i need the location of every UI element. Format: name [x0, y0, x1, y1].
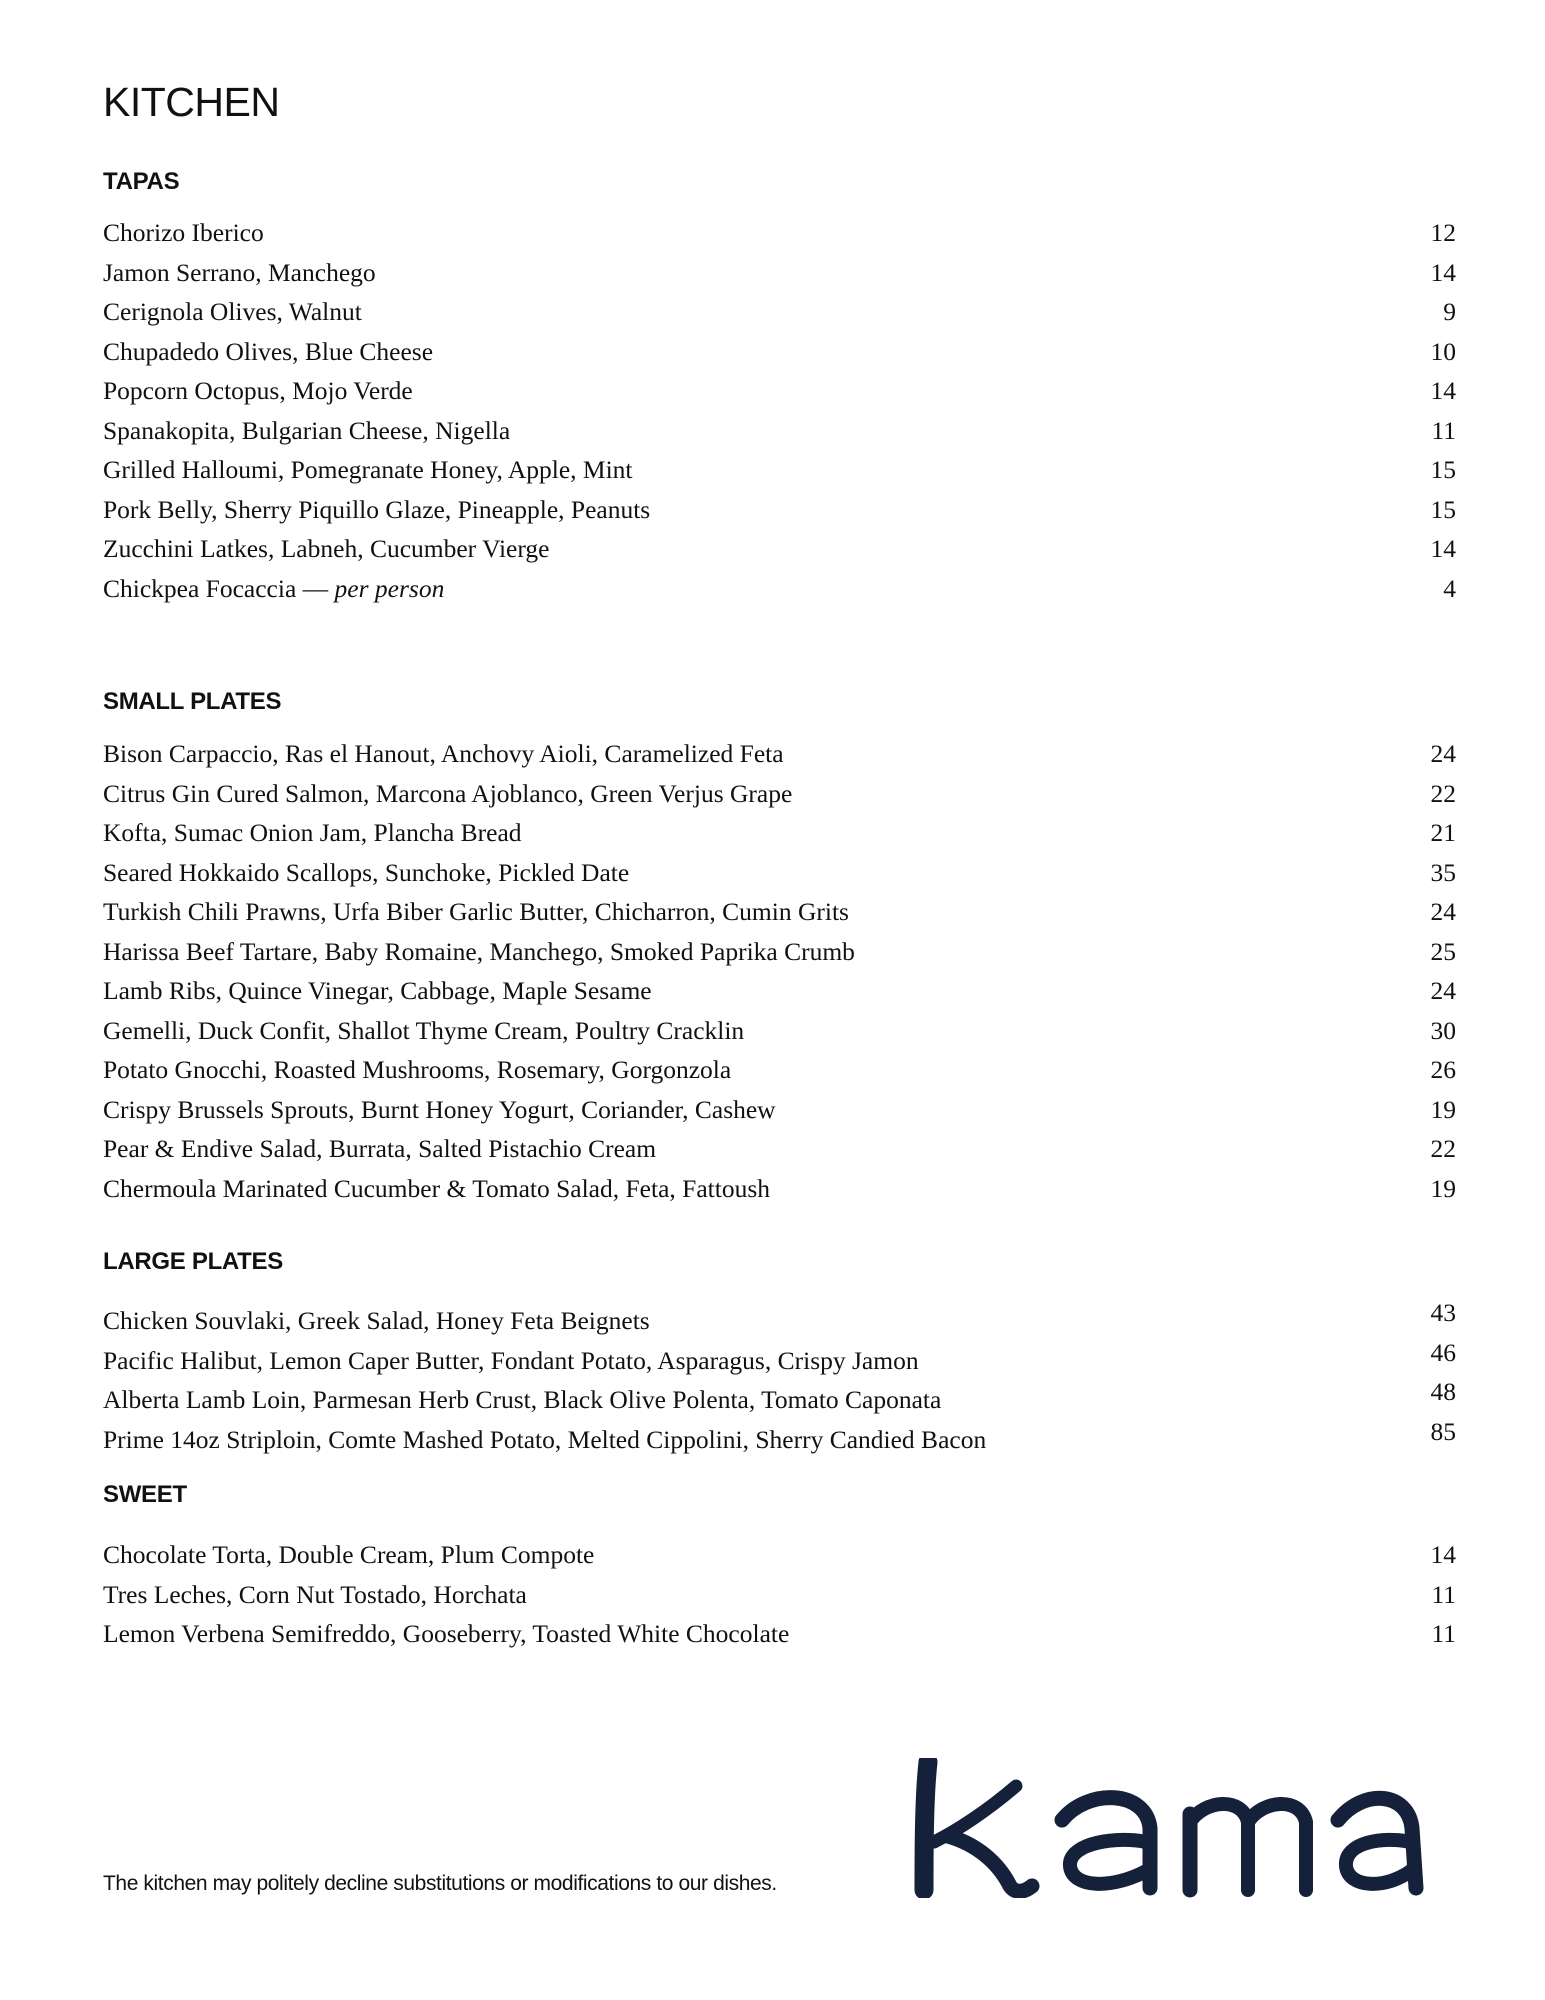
sweet-list [103, 1535, 1456, 1654]
item-name: Grilled Halloumi, Pomegranate Honey, Apple, Mint [103, 455, 633, 484]
item-price: 15 [1430, 455, 1456, 484]
item-name: Crispy Brussels Sprouts, Burnt Honey Yogurt, Coriander, Cashew [103, 1094, 776, 1124]
menu-item [103, 813, 1456, 853]
menu-item [103, 1011, 1456, 1051]
menu-item [103, 971, 1456, 1011]
small-plates-list [103, 734, 1456, 1208]
menu-item [103, 1337, 1456, 1381]
item-name: Lamb Ribs, Quince Vinegar, Cabbage, Maple Sesame [103, 976, 652, 1005]
item-price: 25 [1430, 936, 1456, 966]
item-price: 14 [1430, 257, 1456, 287]
menu-item [103, 332, 1456, 372]
item-name-text: Chickpea Focaccia — [103, 573, 335, 603]
item-name: Potato Gnocchi, Roasted Mushrooms, Rosemary, Gorgonzola [103, 1055, 732, 1084]
menu-item [103, 1090, 1456, 1130]
item-price: 11 [1431, 1579, 1456, 1609]
item-name: Pacific Halibut, Lemon Caper Butter, Fondant Potato, Asparagus, Crispy Jamon [103, 1345, 919, 1375]
item-name: Turkish Chili Prawns, Urfa Biber Garlic Butter, Chicharron, Cumin Grits [103, 897, 849, 926]
item-price: 14 [1430, 534, 1456, 563]
menu-item [103, 569, 1456, 609]
item-name: Harissa Beef Tartare, Baby Romaine, Manchego, Smoked Paprika Crumb [103, 936, 855, 966]
item-name: Pork Belly, Sherry Piquillo Glaze, Pineapple, Peanuts [103, 494, 651, 524]
item-note: per person [334, 573, 445, 603]
item-price: 11 [1431, 415, 1456, 445]
item-price: 10 [1430, 336, 1456, 366]
menu-item [103, 853, 1456, 893]
footer-note: The kitchen may politely decline substitutions or modifications to our dishes. [103, 1872, 777, 1895]
item-name: Chorizo Iberico [103, 218, 264, 247]
item-price: 14 [1430, 1540, 1456, 1569]
item-name: Chocolate Torta, Double Cream, Plum Compote [103, 1540, 595, 1569]
tapas-list [103, 213, 1456, 608]
item-price: 12 [1430, 218, 1456, 247]
item-name: Seared Hokkaido Scallops, Sunchoke, Pickled Date [103, 857, 630, 887]
item-name: Spanakopita, Bulgarian Cheese, Nigella [103, 415, 511, 445]
item-price: 15 [1430, 494, 1456, 524]
item-price: 30 [1430, 1015, 1456, 1045]
menu-item [103, 734, 1456, 774]
item-price: 24 [1430, 976, 1456, 1005]
item-name: Lemon Verbena Semifreddo, Gooseberry, Toasted White Chocolate [103, 1619, 790, 1648]
item-price: 4 [1443, 573, 1456, 603]
menu-item [103, 892, 1456, 932]
kama-logo [898, 1758, 1428, 1898]
item-name: Pear & Endive Salad, Burrata, Salted Pistachio Cream [103, 1134, 657, 1163]
menu-item [103, 1169, 1456, 1209]
menu-item [103, 411, 1456, 451]
menu-item [103, 371, 1456, 411]
menu-item [103, 1416, 1456, 1460]
item-price: 14 [1430, 376, 1456, 405]
item-name: Kofta, Sumac Onion Jam, Plancha Bread [103, 818, 522, 847]
section-heading-small-plates: SMALL PLATES [103, 688, 282, 715]
item-price: 46 [1430, 1337, 1456, 1367]
logo-wordmark [924, 1762, 1416, 1891]
item-name: Popcorn Octopus, Mojo Verde [103, 376, 413, 405]
item-price: 11 [1431, 1619, 1456, 1648]
menu-item [103, 1298, 1456, 1341]
item-name: Chupadedo Olives, Blue Cheese [103, 336, 434, 366]
item-name: Alberta Lamb Loin, Parmesan Herb Crust, Black Olive Polenta, Tomato Caponata [103, 1385, 942, 1414]
item-name: Zucchini Latkes, Labneh, Cucumber Vierge [103, 534, 550, 563]
item-price: 35 [1430, 857, 1456, 887]
item-price: 22 [1430, 1134, 1456, 1163]
menu-item [103, 1535, 1456, 1575]
item-price: 85 [1430, 1416, 1456, 1446]
item-name: Cerignola Olives, Walnut [103, 297, 362, 326]
item-price: 19 [1430, 1094, 1456, 1124]
item-price: 22 [1430, 778, 1456, 808]
large-plates-list [103, 1298, 1456, 1459]
menu-item [103, 253, 1456, 293]
item-price: 43 [1430, 1298, 1456, 1327]
item-price: 48 [1430, 1377, 1456, 1406]
item-price: 9 [1443, 297, 1456, 326]
menu-item [103, 529, 1456, 569]
item-name [103, 569, 444, 609]
menu-item [103, 213, 1456, 253]
section-heading-large-plates: LARGE PLATES [103, 1248, 283, 1275]
menu-item [103, 292, 1456, 332]
section-heading-sweet: SWEET [103, 1481, 187, 1508]
menu-item [103, 1377, 1456, 1420]
menu-item [103, 1050, 1456, 1090]
menu-item [103, 490, 1456, 530]
menu-item [103, 1575, 1456, 1615]
item-name: Tres Leches, Corn Nut Tostado, Horchata [103, 1579, 527, 1609]
item-price: 24 [1430, 897, 1456, 926]
item-name: Jamon Serrano, Manchego [103, 257, 376, 287]
menu-item [103, 932, 1456, 972]
item-price: 26 [1430, 1055, 1456, 1084]
item-name: Bison Carpaccio, Ras el Hanout, Anchovy Aioli, Caramelized Feta [103, 739, 784, 768]
item-name: Citrus Gin Cured Salmon, Marcona Ajoblanco, Green Verjus Grape [103, 778, 793, 808]
page-title: KITCHEN [103, 79, 280, 125]
menu-item [103, 1614, 1456, 1654]
item-name: Prime 14oz Striploin, Comte Mashed Potato, Melted Cippolini, Sherry Candied Bacon [103, 1424, 987, 1454]
item-price: 24 [1430, 739, 1456, 768]
item-name: Chermoula Marinated Cucumber & Tomato Salad, Feta, Fattoush [103, 1173, 770, 1203]
item-name: Gemelli, Duck Confit, Shallot Thyme Cream, Poultry Cracklin [103, 1015, 745, 1045]
item-name: Chicken Souvlaki, Greek Salad, Honey Feta Beignets [103, 1306, 650, 1335]
menu-item [103, 450, 1456, 490]
section-heading-tapas: TAPAS [103, 168, 180, 195]
item-price: 21 [1430, 818, 1456, 847]
menu-item [103, 774, 1456, 814]
menu-item [103, 1129, 1456, 1169]
item-price: 19 [1430, 1173, 1456, 1203]
